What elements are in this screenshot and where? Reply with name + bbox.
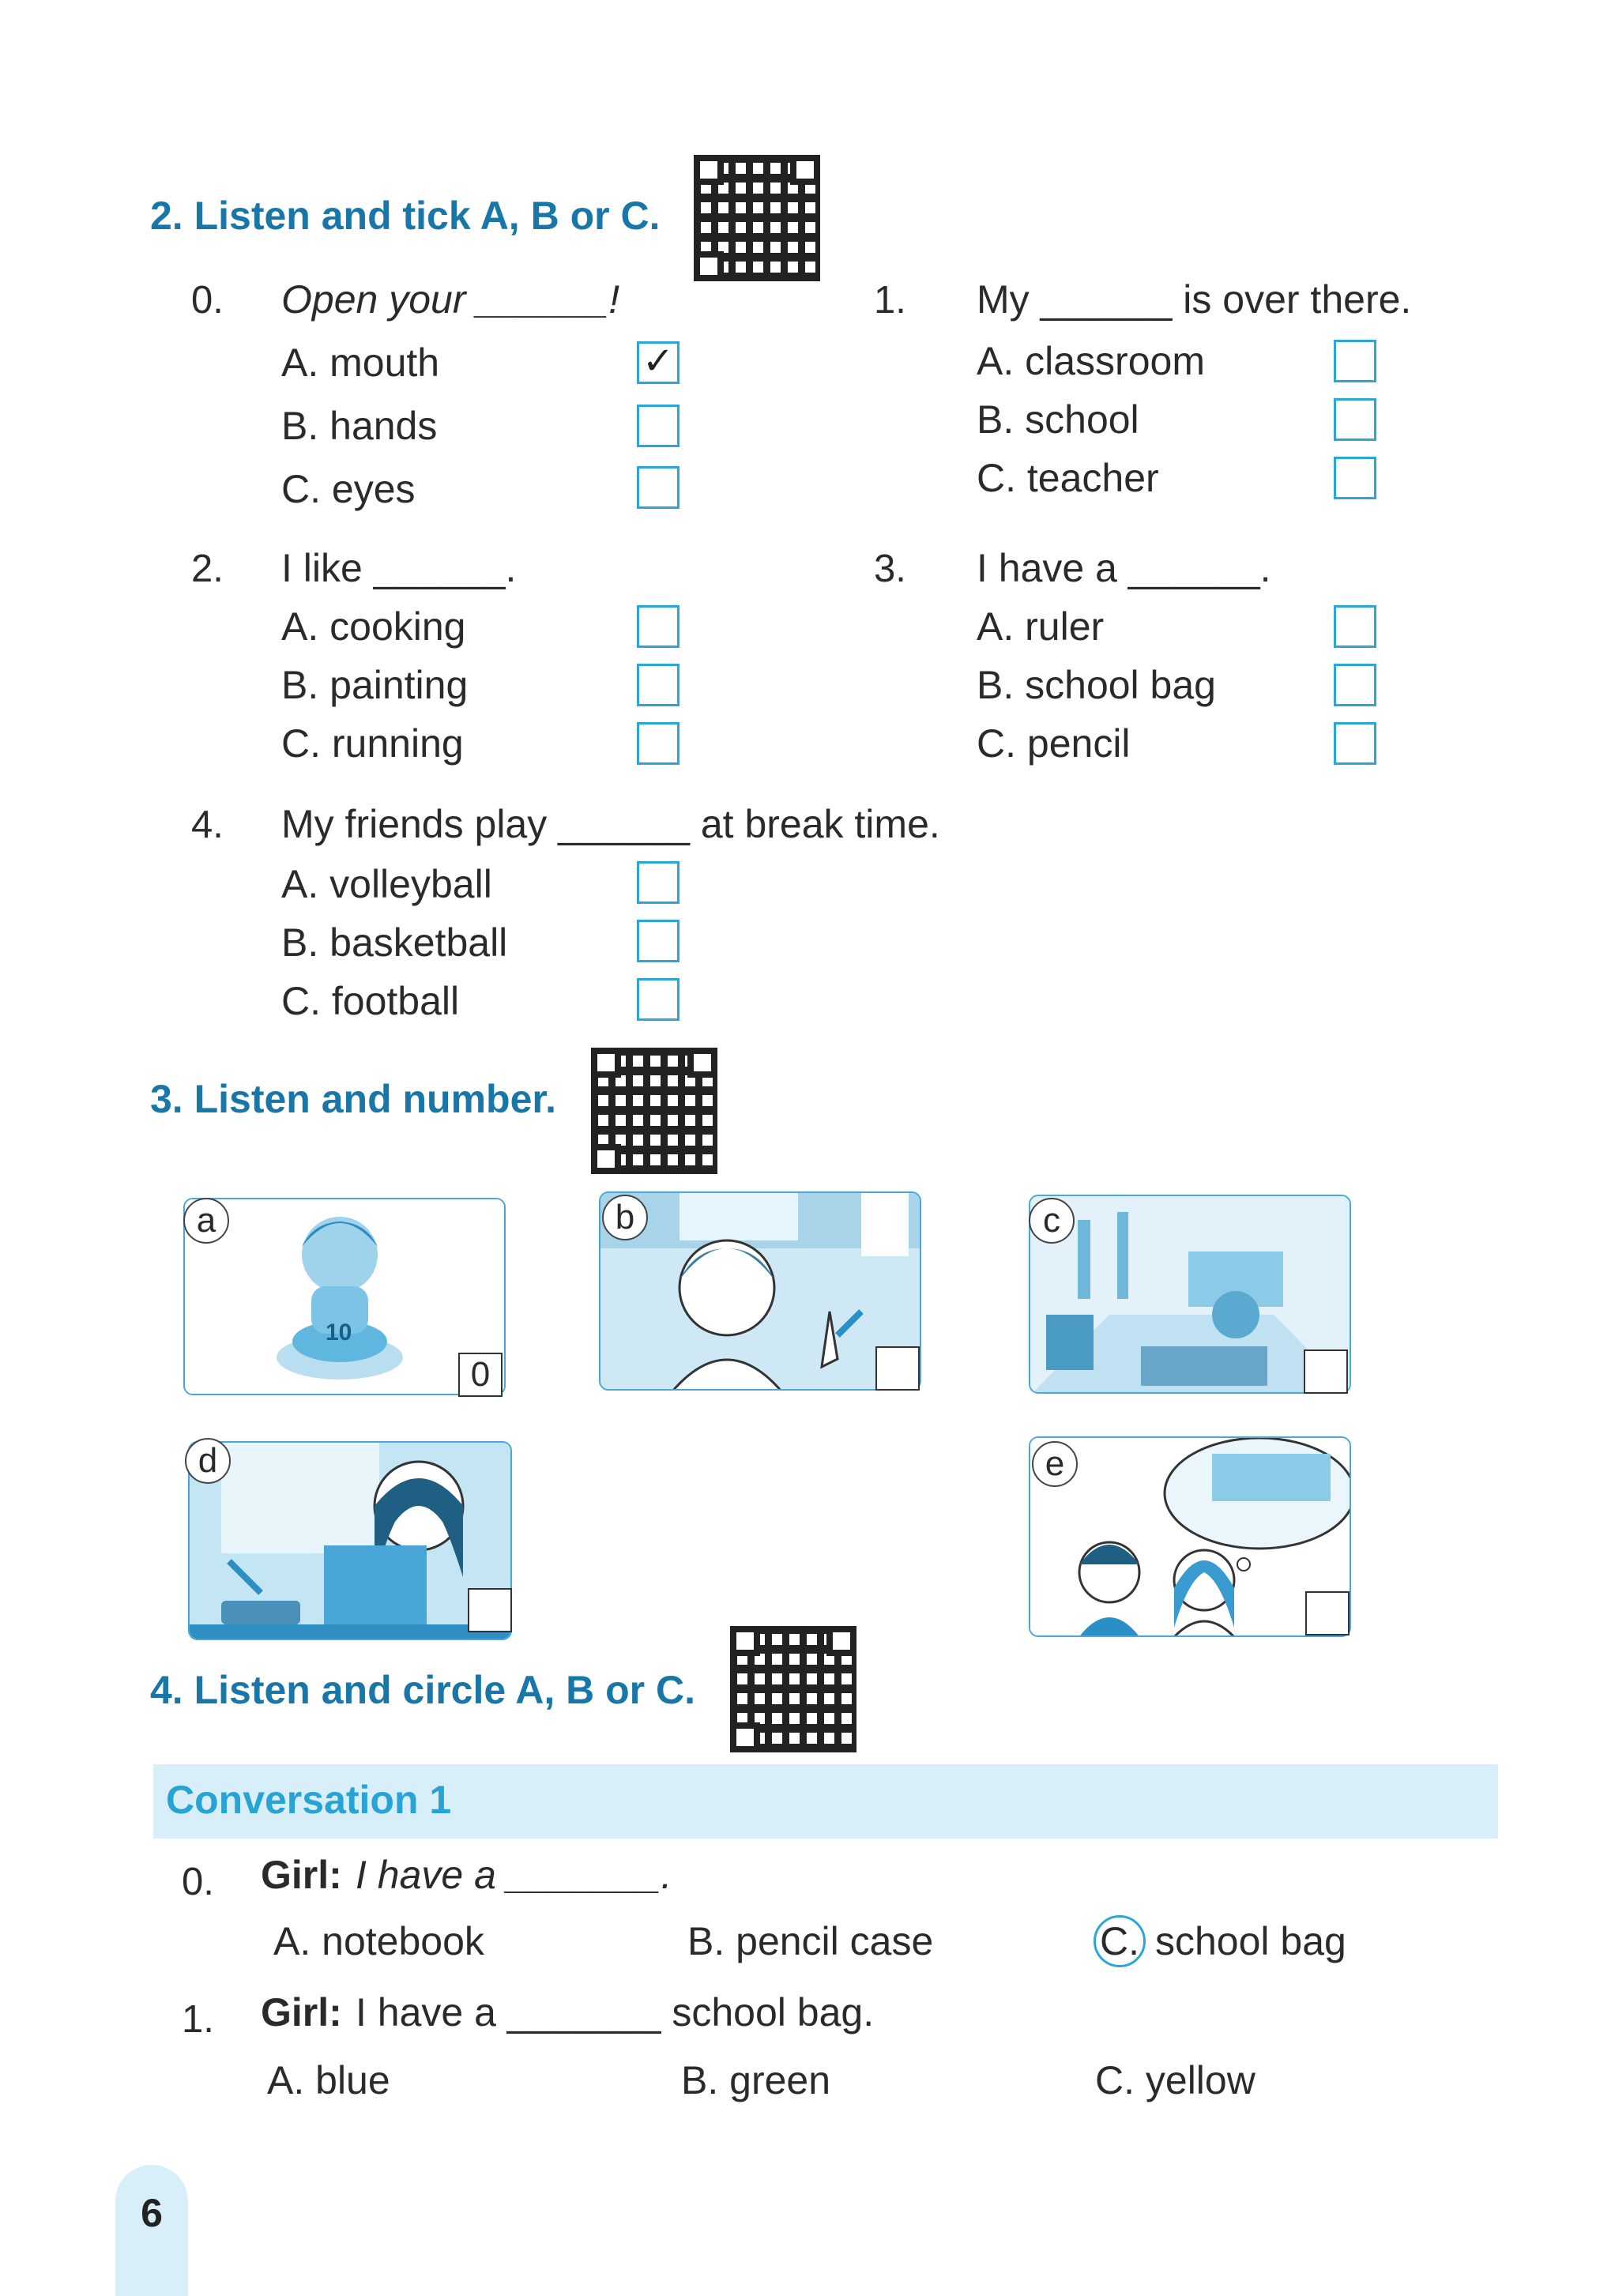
question-number: 3.	[874, 548, 906, 590]
option-a: A. volleyball	[281, 862, 492, 906]
section-3-heading: 3. Listen and number.	[150, 1077, 556, 1121]
picture-letter-d: d	[185, 1438, 231, 1484]
option-b: B. hands	[281, 404, 438, 448]
question-stem: My friends play ______ at break time.	[281, 802, 940, 846]
qr-code-icon	[591, 1048, 717, 1174]
checkbox-a[interactable]	[1334, 340, 1376, 382]
qr-code-icon	[694, 155, 820, 281]
option-c-circled: C.	[1100, 1919, 1139, 1963]
section-2-heading: 2. Listen and tick A, B or C.	[150, 194, 661, 238]
option-c: C. teacher	[977, 456, 1159, 500]
question-stem: I have a ______.	[977, 546, 1271, 590]
picture-d-girl-reading	[188, 1441, 512, 1640]
speaker-label: Girl:	[261, 1990, 342, 2034]
option-a: A. notebook	[273, 1919, 484, 1963]
option-b: B. pencil case	[687, 1919, 934, 1963]
number-box-b[interactable]	[875, 1346, 920, 1391]
boy-waving-illustration	[600, 1193, 921, 1391]
number-box-a[interactable]: 0	[458, 1353, 503, 1397]
question-stem: I like ______.	[281, 546, 517, 590]
section-4-heading: 4. Listen and circle A, B or C.	[150, 1668, 695, 1712]
option-c: C. running	[281, 721, 464, 766]
conversation-bar	[153, 1764, 1498, 1839]
tick-mark: ✓	[642, 341, 675, 382]
picture-letter-b: b	[602, 1195, 648, 1240]
option-b: B. school	[977, 397, 1139, 442]
checkbox-a[interactable]	[1334, 605, 1376, 648]
item-text: I have a _______ school bag.	[356, 1990, 875, 2034]
page-number: 6	[141, 2191, 163, 2235]
picture-c-music-room	[1029, 1195, 1351, 1394]
checkbox-a[interactable]	[637, 605, 680, 648]
option-c: C. football	[281, 979, 460, 1023]
number-box-d[interactable]	[468, 1588, 512, 1632]
item-number: 1.	[182, 1998, 214, 2041]
conversation-title: Conversation 1	[166, 1778, 452, 1822]
checkbox-c[interactable]	[1334, 457, 1376, 499]
question-number: 0.	[191, 279, 224, 322]
option-b: B. green	[681, 2058, 831, 2102]
question-number: 2.	[191, 548, 224, 590]
item-text: I have a _______.	[356, 1853, 672, 1897]
option-a: A. ruler	[977, 604, 1105, 649]
checkbox-c[interactable]	[637, 722, 680, 765]
question-number: 4.	[191, 804, 224, 846]
girl-reading-illustration	[190, 1443, 512, 1640]
option-c-text: school bag	[1155, 1919, 1346, 1963]
option-b: B. basketball	[281, 920, 508, 965]
checkbox-a[interactable]	[637, 861, 680, 904]
question-stem: Open your ______!	[281, 277, 620, 322]
option-c: C. eyes	[281, 467, 416, 511]
number-box-c[interactable]	[1304, 1349, 1348, 1394]
checkbox-b[interactable]	[637, 664, 680, 706]
question-number: 1.	[874, 279, 906, 322]
page-number-tab	[115, 2165, 188, 2296]
option-c: C. pencil	[977, 721, 1131, 766]
question-stem: My ______ is over there.	[977, 277, 1412, 322]
svg-text:10: 10	[326, 1319, 352, 1346]
qr-code-icon	[730, 1626, 856, 1752]
option-b: B. school bag	[977, 663, 1216, 707]
speaker-label: Girl:	[261, 1853, 342, 1897]
number-box-e[interactable]	[1305, 1591, 1350, 1635]
picture-letter-c: c	[1029, 1198, 1075, 1244]
checkbox-b[interactable]	[1334, 664, 1376, 706]
option-a: A. cooking	[281, 604, 466, 649]
checkbox-b[interactable]	[637, 405, 680, 447]
option-c: C. yellow	[1095, 2058, 1255, 2102]
option-a: A. classroom	[977, 339, 1205, 383]
checkbox-b[interactable]	[637, 920, 680, 962]
option-a: A. blue	[267, 2058, 390, 2102]
checkbox-a-checked[interactable]	[637, 341, 680, 384]
item-number: 0.	[182, 1861, 214, 1903]
checkbox-c[interactable]	[1334, 722, 1376, 765]
picture-a-birthday-girl	[183, 1198, 506, 1395]
picture-letter-e: e	[1032, 1441, 1078, 1487]
option-b: B. painting	[281, 663, 469, 707]
checkbox-b[interactable]	[1334, 398, 1376, 441]
checkbox-c[interactable]	[637, 466, 680, 509]
picture-letter-a: a	[183, 1198, 229, 1244]
option-a: A. mouth	[281, 341, 440, 385]
children-thinking-illustration	[1030, 1438, 1351, 1637]
checkbox-c[interactable]	[637, 978, 680, 1021]
